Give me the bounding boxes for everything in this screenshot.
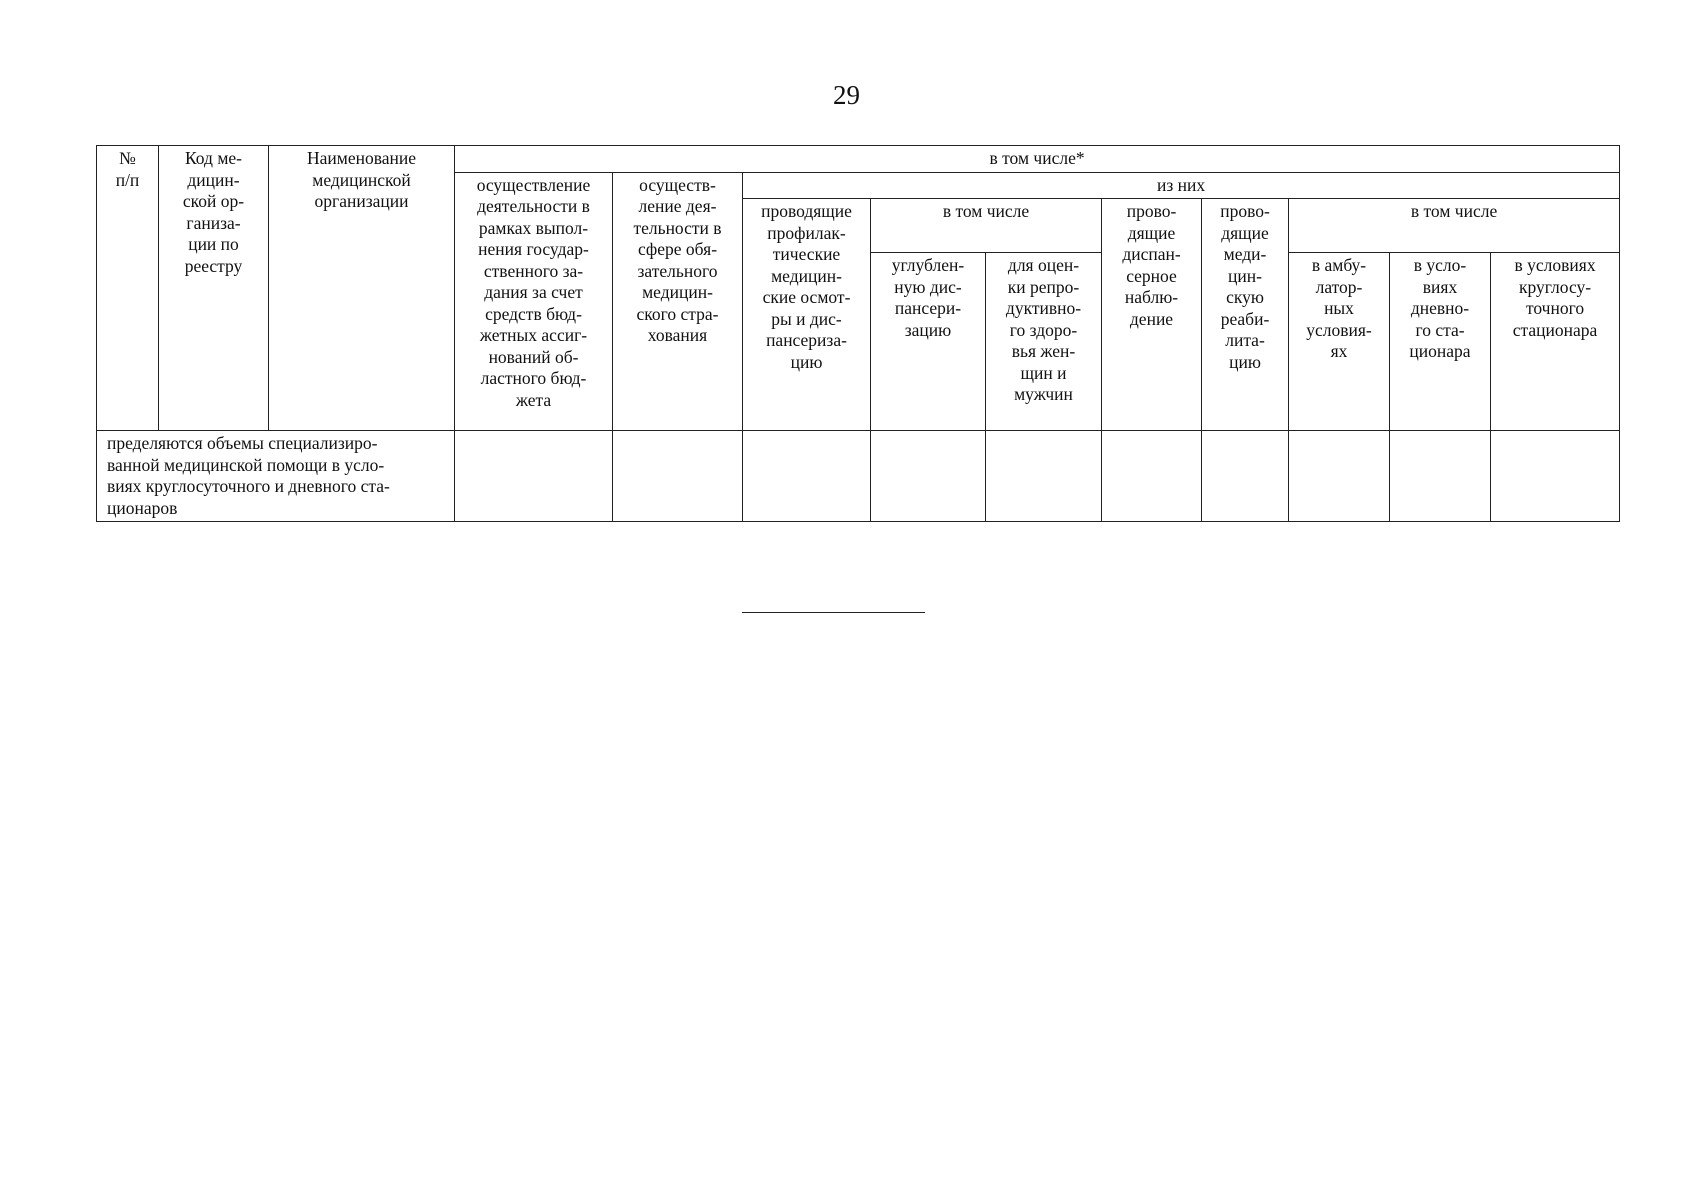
header-including-2: в том числе xyxy=(871,199,1102,253)
header-day-hospital: в усло- виях дневно- го ста- ционара xyxy=(1390,253,1491,431)
header-including-3: в том числе xyxy=(1289,199,1620,253)
header-oms: осуществ- ление дея- тельности в сфере обя- зательного медицин- ского стра- хования xyxy=(613,172,743,431)
separator-line xyxy=(742,612,925,613)
header-dispensary-observation: прово- дящие диспан- серное наблю- дение xyxy=(1102,199,1202,431)
table-cell xyxy=(986,431,1102,522)
table-cell xyxy=(743,431,871,522)
header-organization-name: Наименование медицинской организации xyxy=(269,146,455,431)
table-cell xyxy=(1202,431,1289,522)
header-row-number: № п/п xyxy=(97,146,159,431)
medical-organizations-table xyxy=(96,145,1620,522)
header-of-them: из них xyxy=(743,172,1620,199)
header-reproductive-health: для оцен- ки репро- дуктивно- го здоро- вья жен- щин и мужчин xyxy=(986,253,1102,431)
header-organization-code: Код ме- дицин- ской ор- ганиза- ции по реестру xyxy=(159,146,269,431)
header-including: в том числе* xyxy=(455,146,1620,173)
header-state-task: осуществление деятельности в рамках выпол- нения государ- ственного за- дания за счет средств бюд- жетных ассиг- нований об- ластного бюд- жета xyxy=(455,172,613,431)
table-cell xyxy=(1390,431,1491,522)
table-cell xyxy=(455,431,613,522)
note-cell: пределяются объемы специализиро- ванной медицинской помощи в усло- виях круглосуточного и дневного ста- ционаров xyxy=(97,431,455,522)
table-cell xyxy=(871,431,986,522)
header-medical-rehabilitation: прово- дящие меди- цин- скую реаби- лита- цию xyxy=(1202,199,1289,431)
table-row xyxy=(97,431,1620,522)
header-round-clock-hospital: в условиях круглосу- точного стационара xyxy=(1491,253,1620,431)
table-cell xyxy=(1491,431,1620,522)
page-number: 29 xyxy=(833,80,860,110)
header-outpatient: в амбу- латор- ных условия- ях xyxy=(1289,253,1390,431)
table-cell xyxy=(613,431,743,522)
header-in-depth-dispensarization: углублен- ную дис- пансери- зацию xyxy=(871,253,986,431)
header-preventive-exams: проводящие профилак- тические медицин- ские осмот- ры и дис- пансериза- цию xyxy=(743,199,871,431)
table-cell xyxy=(1102,431,1202,522)
table-cell xyxy=(1289,431,1390,522)
